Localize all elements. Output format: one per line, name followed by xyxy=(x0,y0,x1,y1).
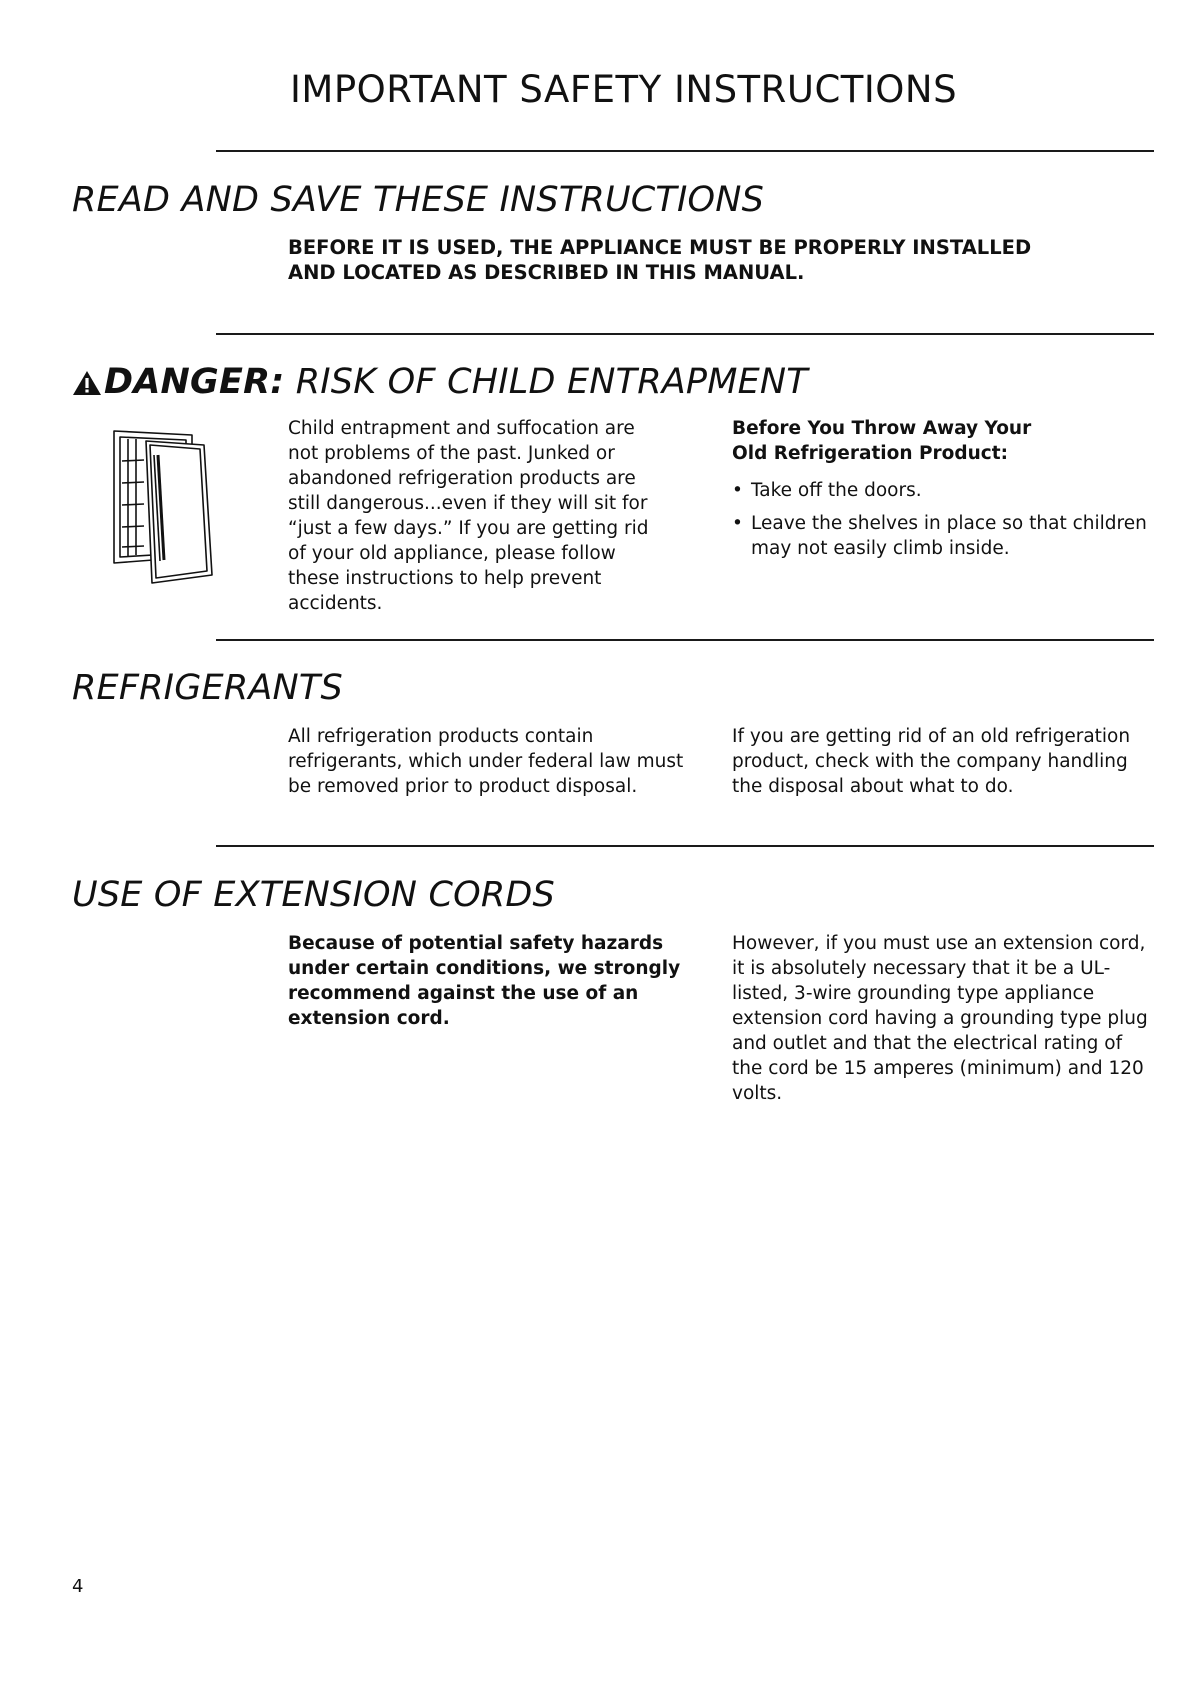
warning-triangle-icon xyxy=(72,366,102,406)
extension-warning: Because of potential safety hazards under certain conditions, we strongly recommend against the use of an extension cord. xyxy=(288,933,681,1029)
page-title: IMPORTANT SAFETY INSTRUCTIONS xyxy=(290,68,958,111)
danger-title: RISK OF CHILD ENTRAPMENT xyxy=(295,362,808,402)
divider xyxy=(216,639,1154,641)
danger-heading xyxy=(72,362,808,406)
list-item: • Leave the shelves in place so that children may not easily climb inside. xyxy=(732,511,1152,561)
refrigerants-col2: If you are getting rid of an old refrigeration product, check with the company handling the disposal about what to do. xyxy=(732,726,1131,797)
danger-right-column xyxy=(732,416,1152,569)
divider xyxy=(216,333,1154,335)
install-notice xyxy=(288,235,1031,285)
danger-bullet-list xyxy=(732,478,1152,561)
page-number: 4 xyxy=(72,1576,84,1597)
danger-body: Child entrapment and suffocation are not problems of the past. Junked or abandoned refrigeration products are still dangerous...even if they will sit for “just a few days.” If you are getting rid of your old appliance, please follow these instructions to help prevent accidents. xyxy=(288,418,649,614)
divider xyxy=(216,150,1154,152)
extension-heading: USE OF EXTENSION CORDS xyxy=(72,875,555,915)
refrigerants-heading: REFRIGERANTS xyxy=(72,668,343,708)
open-refrigerator-illustration xyxy=(108,425,218,589)
install-notice-line2: AND LOCATED AS DESCRIBED IN THIS MANUAL. xyxy=(288,261,805,284)
install-notice-line1: BEFORE IT IS USED, THE APPLIANCE MUST BE PROPERLY INSTALLED xyxy=(288,236,1032,259)
read-save-heading: READ AND SAVE THESE INSTRUCTIONS xyxy=(72,180,765,220)
extension-instructions: However, if you must use an extension cord, it is absolutely necessary that it be a UL-listed, 3-wire grounding type appliance extension cord having a grounding type plug and outlet and that the electrical rating of the cord be 15 amperes (minimum) and 120 volts. xyxy=(732,933,1148,1104)
divider xyxy=(216,845,1154,847)
danger-subheading: Before You Throw Away Your Old Refrigeration Product: xyxy=(732,418,1032,464)
danger-label: DANGER: xyxy=(104,362,285,402)
list-item: • Take off the doors. xyxy=(732,478,1152,503)
refrigerants-col1: All refrigeration products contain refrigerants, which under federal law must be removed prior to product disposal. xyxy=(288,726,684,797)
